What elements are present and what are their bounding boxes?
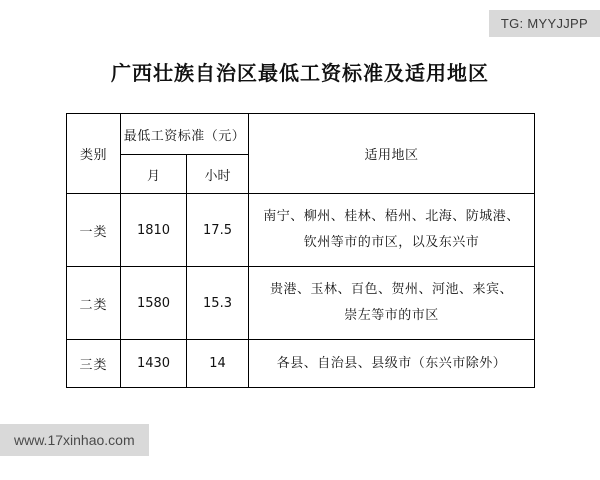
row-category: 三类: [67, 340, 121, 388]
row-area: [249, 194, 535, 267]
telegram-watermark: TG: MYYJJPP: [489, 10, 600, 37]
header-month: 月: [121, 155, 187, 194]
row-category: 一类: [67, 194, 121, 267]
table-body: [67, 194, 535, 388]
row-area-line-1: 各县、自治县、县级市（东兴市除外）: [276, 355, 507, 371]
page-title: 广西壮族自治区最低工资标准及适用地区: [111, 61, 489, 85]
row-hour-wage: 14: [187, 340, 249, 388]
table-header-row-1: [67, 114, 535, 155]
header-standard-group: 最低工资标准（元）: [121, 114, 249, 155]
row-month-wage: 1430: [121, 340, 187, 388]
header-hour: 小时: [187, 155, 249, 194]
row-category: 二类: [67, 267, 121, 340]
wage-table-container: [66, 113, 534, 388]
row-area-line-1: 贵港、玉林、百色、贺州、河池、来宾、: [270, 282, 514, 297]
row-month-wage: 1580: [121, 267, 187, 340]
row-area-line-2: 崇左等市的市区: [344, 308, 439, 323]
table-row: [67, 340, 535, 388]
header-area: 适用地区: [249, 114, 535, 194]
wage-table: [66, 113, 535, 388]
row-area: [249, 267, 535, 340]
row-month-wage: 1810: [121, 194, 187, 267]
row-area-line-2: 钦州等市的市区，以及东兴市: [303, 235, 480, 250]
row-hour-wage: 15.3: [187, 267, 249, 340]
table-row: [67, 267, 535, 340]
table-head: [67, 114, 535, 194]
site-watermark: www.17xinhao.com: [0, 424, 149, 456]
row-hour-wage: 17.5: [187, 194, 249, 267]
header-category: 类别: [67, 114, 121, 194]
row-area-line-1: 南宁、柳州、桂林、梧州、北海、防城港、: [263, 209, 520, 224]
table-row: [67, 194, 535, 267]
row-area: [249, 340, 535, 388]
